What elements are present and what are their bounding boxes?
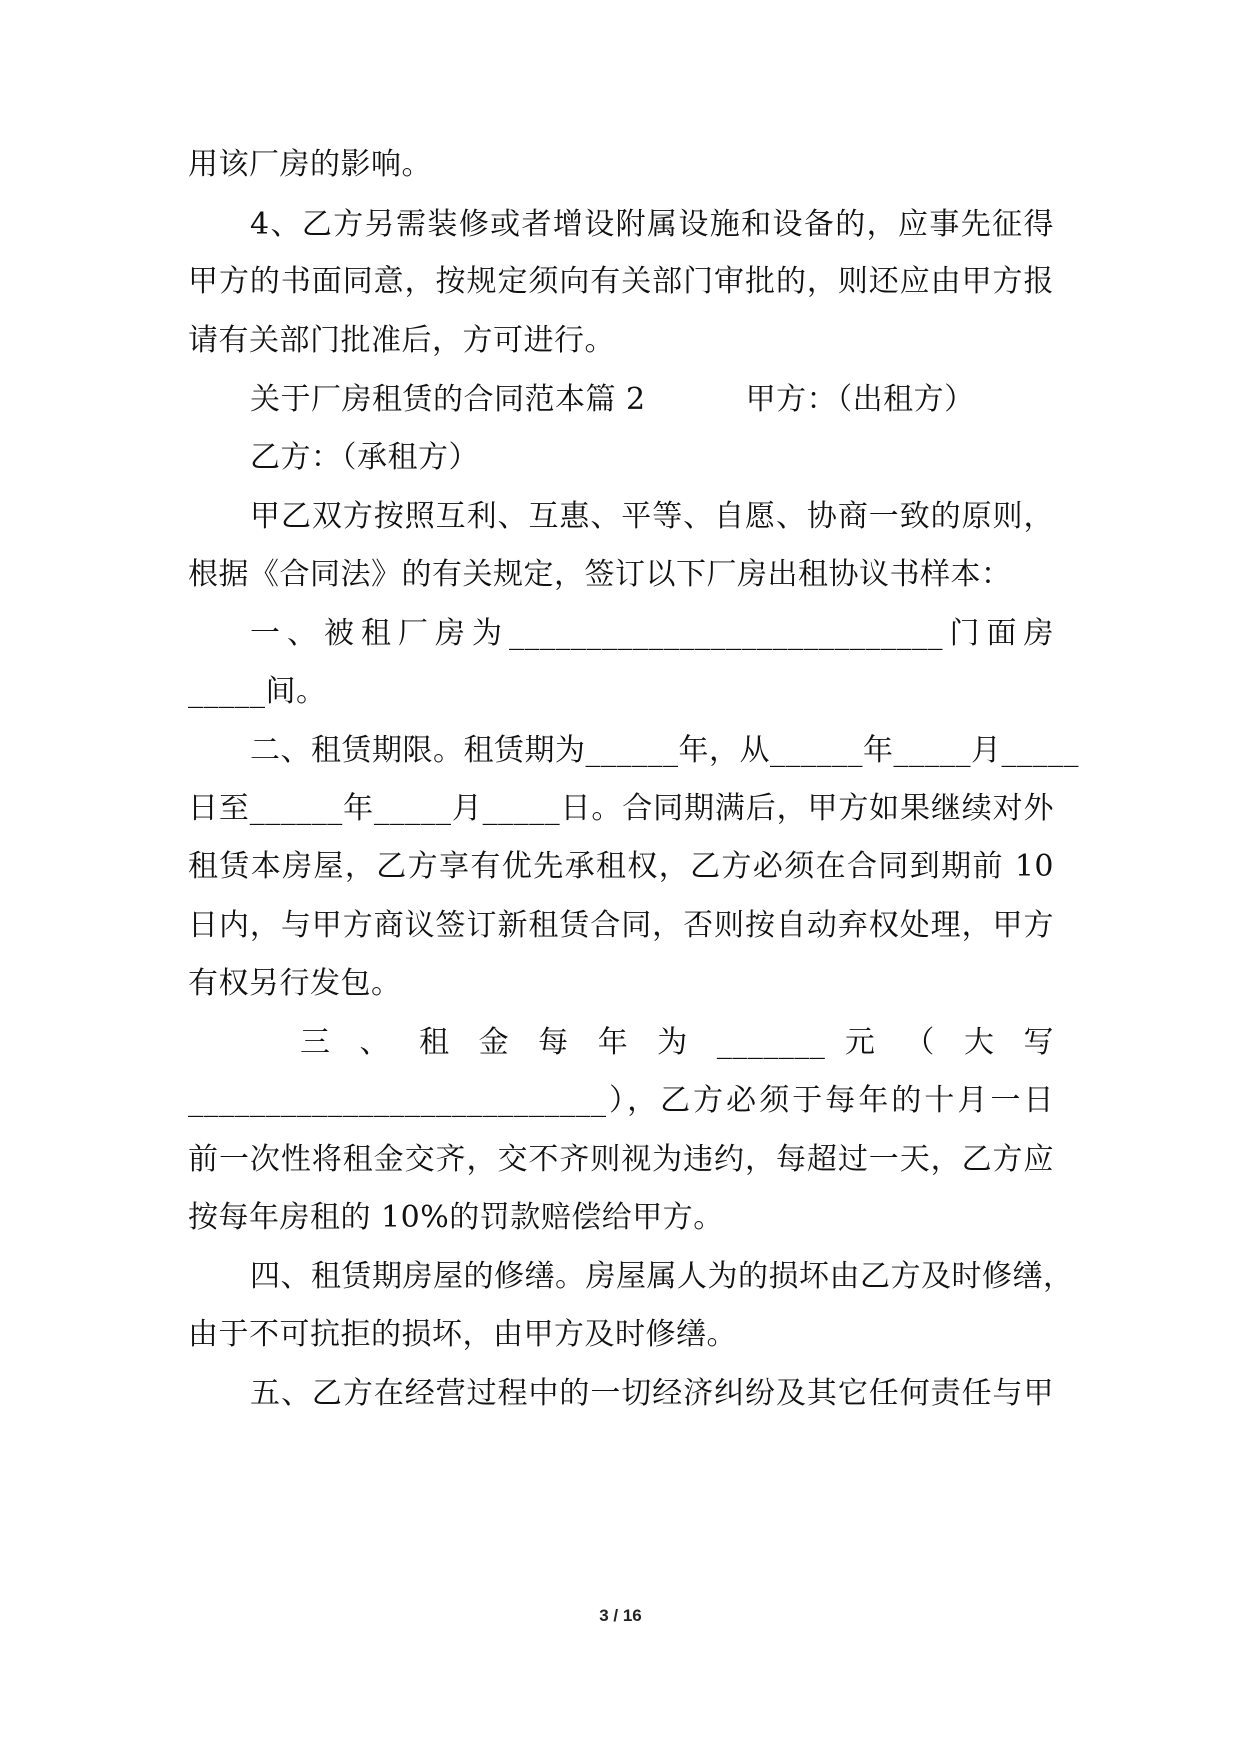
clause-4-line: 四、租赁期房屋的修缮。房屋属人为的损坏由乙方及时修缮， bbox=[250, 1259, 1074, 1294]
text-line: 租赁本房屋，乙方享有优先承租权，乙方必须在合同到期前 10 bbox=[188, 849, 1054, 884]
text-line: 甲乙双方按照互利、互惠、平等、自愿、协商一致的原则， bbox=[250, 499, 1054, 534]
text-line: 日内，与甲方商议签订新租赁合同，否则按自动弃权处理，甲方 bbox=[188, 908, 1054, 943]
text-line: 由于不可抗拒的损坏，由甲方及时修缮。 bbox=[188, 1317, 737, 1352]
text-line: 有权另行发包。 bbox=[188, 966, 402, 1001]
party-a-label: 甲方：（出租方） bbox=[745, 382, 975, 417]
section-title: 关于厂房租赁的合同范本篇 2 bbox=[250, 382, 646, 417]
text-line: 日至______年_____月_____日。合同期满后，甲方如果继续对外 bbox=[188, 791, 1054, 826]
text-line: 按每年房租的 10%的罚款赔偿给甲方。 bbox=[188, 1200, 724, 1235]
clause-2-line: 二、租赁期限。租赁期为______年，从______年_____月_____ bbox=[250, 733, 1079, 768]
text-line: 4、乙方另需装修或者增设附属设施和设备的，应事先征得 bbox=[250, 207, 1054, 242]
page-number: 3 / 16 bbox=[599, 1606, 642, 1625]
text-line: 请有关部门批准后，方可进行。 bbox=[188, 323, 615, 358]
text-line: 甲方的书面同意，按规定须向有关部门审批的，则还应由甲方报 bbox=[188, 264, 1054, 299]
clause-1-line: 一、被租厂房为____________________________门面房 bbox=[250, 616, 1054, 651]
party-b-label: 乙方：（承租方） bbox=[250, 440, 479, 475]
text-line: 根据《合同法》的有关规定，签订以下厂房出租协议书样本： bbox=[188, 557, 1012, 592]
text-line: 用该厂房的影响。 bbox=[188, 147, 432, 182]
text-line: 前一次性将租金交齐，交不齐则视为违约，每超过一天，乙方应 bbox=[188, 1142, 1054, 1177]
clause-3-line: 三 、 租 金 每 年 为 _______ 元 （ 大 写 bbox=[300, 1025, 1054, 1060]
text-line: _____间。 bbox=[188, 674, 327, 709]
text-line: ___________________________），乙方必须于每年的十月一日 bbox=[188, 1083, 1054, 1118]
section-heading-line bbox=[250, 380, 1054, 420]
clause-5-line: 五、乙方在经营过程中的一切经济纠纷及其它任何责任与甲 bbox=[250, 1376, 1054, 1411]
